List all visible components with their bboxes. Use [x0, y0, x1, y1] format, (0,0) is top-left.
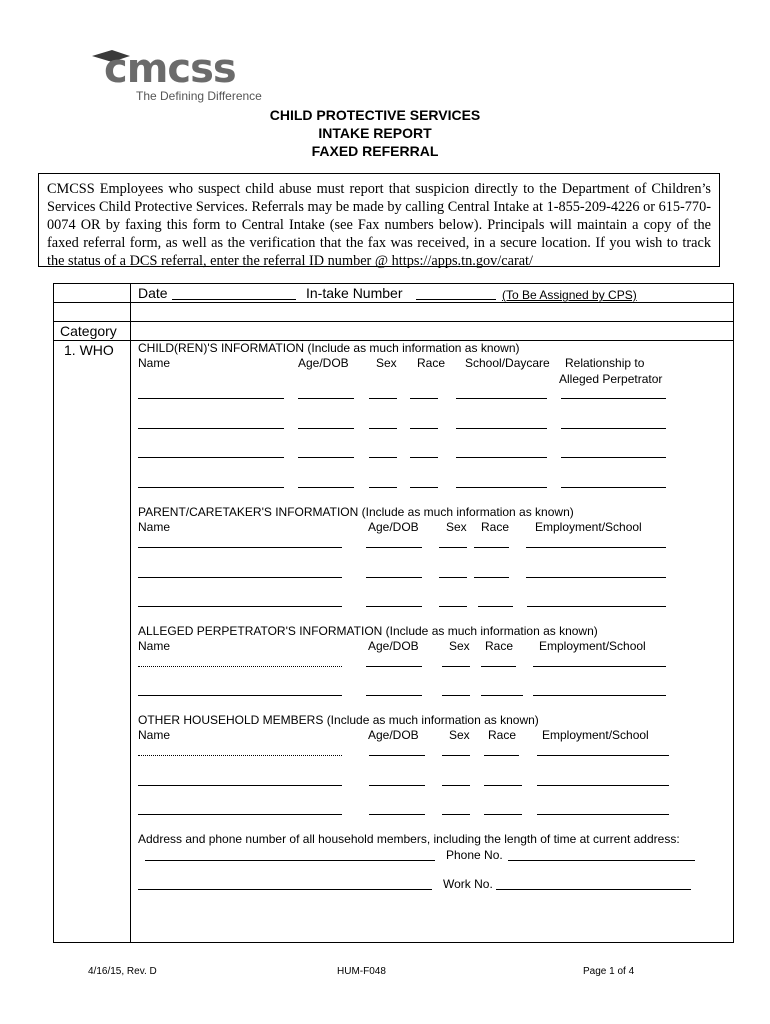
address-field[interactable] [145, 860, 435, 861]
address-label: Address and phone number of all household members, including the length of time at current address: [138, 832, 680, 846]
parent-sex-field[interactable] [439, 547, 467, 548]
col-age-dob: Age/DOB [368, 520, 419, 534]
row-divider [53, 321, 734, 322]
perpetrator-employment-field[interactable] [533, 666, 666, 667]
child-relationship-field[interactable] [561, 398, 666, 399]
child-race-field[interactable] [410, 398, 438, 399]
col-sex: Sex [446, 520, 467, 534]
parent-employment-field[interactable] [527, 606, 666, 607]
parent-sex-field[interactable] [439, 606, 467, 607]
household-age-field[interactable] [369, 785, 425, 786]
perpetrator-name-field[interactable] [138, 695, 342, 696]
child-name-field[interactable] [138, 457, 284, 458]
perpetrator-race-field[interactable] [481, 695, 523, 696]
col-name: Name [138, 356, 171, 370]
child-name-field[interactable] [138, 398, 284, 399]
title-line-3: FAXED REFERRAL [311, 143, 439, 159]
child-sex-field[interactable] [369, 457, 397, 458]
household-employment-field[interactable] [537, 814, 669, 815]
assigned-note: (To Be Assigned by CPS) [502, 288, 637, 302]
parent-age-field[interactable] [366, 606, 422, 607]
parent-sex-field[interactable] [439, 577, 467, 578]
perpetrator-age-field[interactable] [366, 666, 422, 667]
children-section-title: CHILD(REN)'S INFORMATION (Include as much information as known) [138, 341, 520, 355]
address-field-2[interactable] [138, 889, 432, 890]
child-relationship-field[interactable] [561, 457, 666, 458]
col-sex: Sex [449, 639, 470, 653]
household-sex-field[interactable] [442, 785, 470, 786]
household-race-field[interactable] [484, 785, 522, 786]
child-age-field[interactable] [298, 398, 354, 399]
col-school-daycare: School/Daycare [465, 356, 550, 370]
parent-race-field[interactable] [474, 547, 509, 548]
intake-number-label: In-take Number [306, 285, 403, 301]
col-relationship-2: Alleged Perpetrator [559, 372, 663, 386]
col-race: Race [481, 520, 510, 534]
child-age-field[interactable] [298, 487, 354, 488]
household-section-title: OTHER HOUSEHOLD MEMBERS (Include as much information as known) [138, 713, 539, 727]
household-age-field[interactable] [369, 814, 425, 815]
date-label: Date [138, 285, 168, 301]
household-name-field[interactable] [138, 814, 342, 815]
phone-field[interactable] [508, 860, 695, 861]
col-sex: Sex [376, 356, 397, 370]
col-age-dob: Age/DOB [368, 639, 419, 653]
child-race-field[interactable] [410, 457, 438, 458]
household-race-field[interactable] [484, 755, 519, 756]
household-employment-field[interactable] [537, 755, 669, 756]
perpetrator-race-field[interactable] [481, 666, 516, 667]
household-sex-field[interactable] [442, 755, 470, 756]
parent-name-field[interactable] [138, 577, 342, 578]
child-relationship-field[interactable] [561, 428, 666, 429]
col-employment: Employment/School [535, 520, 642, 534]
child-school-field[interactable] [456, 487, 547, 488]
child-relationship-field[interactable] [561, 487, 666, 488]
work-field[interactable] [496, 889, 691, 890]
child-school-field[interactable] [456, 457, 547, 458]
column-divider [130, 283, 131, 943]
work-label: Work No. [443, 877, 493, 891]
child-sex-field[interactable] [369, 398, 397, 399]
household-race-field[interactable] [484, 814, 522, 815]
child-age-field[interactable] [298, 428, 354, 429]
phone-label: Phone No. [446, 848, 503, 862]
parent-employment-field[interactable] [526, 577, 666, 578]
col-relationship: Relationship to [565, 356, 645, 370]
col-age-dob: Age/DOB [298, 356, 349, 370]
child-race-field[interactable] [410, 428, 438, 429]
col-race: Race [485, 639, 514, 653]
logo-tagline: The Defining Difference [136, 89, 262, 103]
col-employment: Employment/School [542, 728, 649, 742]
parent-race-field[interactable] [478, 606, 513, 607]
parent-age-field[interactable] [366, 577, 422, 578]
title-line-1: CHILD PROTECTIVE SERVICES [269, 107, 481, 123]
child-name-field[interactable] [138, 428, 284, 429]
parent-age-field[interactable] [366, 547, 422, 548]
parent-name-field[interactable] [138, 547, 342, 548]
col-race: Race [417, 356, 446, 370]
col-name: Name [138, 520, 171, 534]
col-name: Name [138, 728, 171, 742]
child-sex-field[interactable] [369, 487, 397, 488]
title-line-2: INTAKE REPORT [318, 125, 432, 141]
household-employment-field[interactable] [537, 785, 669, 786]
perpetrator-section-title: ALLEGED PERPETRATOR'S INFORMATION (Include as much information as known) [138, 624, 598, 638]
parent-employment-field[interactable] [526, 547, 666, 548]
intake-number-field[interactable] [416, 299, 496, 300]
logo-wordmark: cmcss [104, 46, 236, 92]
footer-revision: 4/16/15, Rev. D [88, 966, 157, 977]
child-school-field[interactable] [456, 428, 547, 429]
child-sex-field[interactable] [369, 428, 397, 429]
household-name-field[interactable] [138, 785, 342, 786]
child-age-field[interactable] [298, 457, 354, 458]
perpetrator-name-field[interactable] [138, 666, 342, 667]
date-field[interactable] [172, 299, 296, 300]
cmcss-logo [90, 46, 280, 108]
parent-race-field[interactable] [474, 577, 509, 578]
household-name-field[interactable] [138, 755, 342, 756]
child-name-field[interactable] [138, 487, 284, 488]
col-race: Race [488, 728, 517, 742]
category-who: 1. WHO [64, 342, 114, 358]
parent-name-field[interactable] [138, 606, 342, 607]
col-name: Name [138, 639, 171, 653]
perpetrator-sex-field[interactable] [442, 695, 470, 696]
col-age-dob: Age/DOB [368, 728, 419, 742]
household-age-field[interactable] [369, 755, 425, 756]
household-sex-field[interactable] [442, 814, 470, 815]
row-divider [53, 302, 734, 303]
perpetrator-employment-field[interactable] [533, 695, 666, 696]
child-school-field[interactable] [456, 398, 547, 399]
perpetrator-age-field[interactable] [366, 695, 422, 696]
col-employment: Employment/School [539, 639, 646, 653]
footer-form-number: HUM-F048 [337, 966, 386, 977]
parent-section-title: PARENT/CARETAKER'S INFORMATION (Include as much information as known) [138, 505, 574, 519]
col-sex: Sex [449, 728, 470, 742]
intro-paragraph: CMCSS Employees who suspect child abuse must report that suspicion directly to the Department of Children’s Services Child Protective Services. Referrals may be made by calling Central Intake at 1-855-209-4226 or 615-770-0074 OR by faxing this form to Central Intake (see Fax numbers below). Principals will maintain a copy of the faxed referral form, as well as the verification that the fax was received, in a secure location. If you wish to track the status of a DCS referral, enter the referral ID number @ https://apps.tn.gov/carat/ [38, 173, 720, 267]
category-label: Category [60, 323, 117, 339]
child-race-field[interactable] [410, 487, 438, 488]
footer-page-number: Page 1 of 4 [583, 966, 635, 977]
perpetrator-sex-field[interactable] [442, 666, 470, 667]
